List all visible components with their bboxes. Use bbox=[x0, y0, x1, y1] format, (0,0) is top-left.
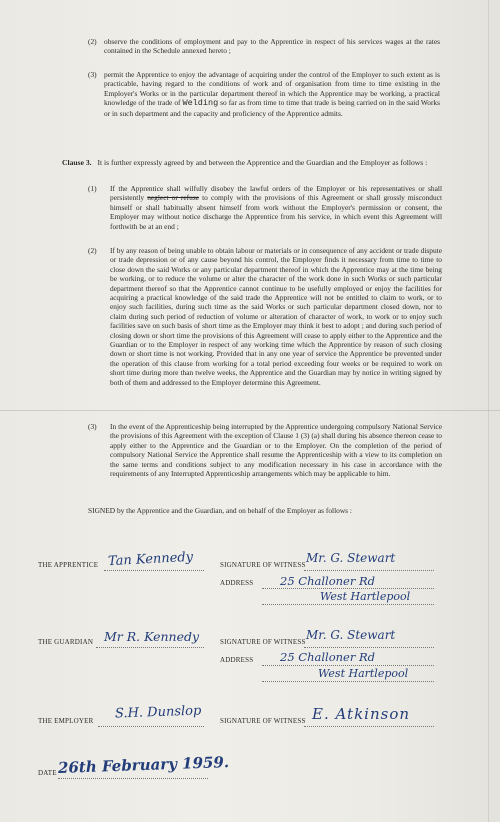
clause-3-3-text: In the event of the Apprenticeship being interrupted by the Apprentice undergoing compulsory National Service the provisions of this Agreement with the exception of Clause 1 (3) (a) shall during his absence thereon cease to apply either to the Apprentice and the Guardian or to the Employer. On the completion of the period of compulsory National Service the Apprentice shall resume the Apprenticeship with a view to its completion on the same terms and conditions subject to any modification necessary in his case in accordance with the requirements of any Interrupted Apprenticeship arrangements which may be applicable to him. bbox=[110, 422, 442, 479]
witness-3-signature: E. Atkinson bbox=[312, 705, 411, 723]
clause-3-1-text-a: If the Apprentice shall wilfully disobey the lawful orders of the Employer or his representatives or shall persistently bbox=[110, 184, 442, 203]
apprentice-sig-line bbox=[104, 570, 204, 571]
address-1-line2: West Hartlepool bbox=[320, 590, 411, 603]
clause-3-heading bbox=[62, 158, 442, 167]
address-2-label: ADDRESS bbox=[220, 656, 254, 664]
address-1-label: ADDRESS bbox=[220, 579, 254, 587]
employer-sig-line bbox=[98, 726, 204, 727]
para-3-text bbox=[104, 70, 440, 118]
guardian-label: THE GUARDIAN bbox=[38, 638, 94, 646]
witness-3-line bbox=[304, 726, 434, 727]
para-3-text-b: so far as from time to time that trade is being carried on in the said Works or in such department and the capacity and proficiency of the Apprentice admits. bbox=[104, 98, 440, 118]
address-2-line bbox=[262, 665, 434, 666]
date-label: DATE bbox=[38, 769, 57, 777]
witness-1-label: SIGNATURE OF WITNESS bbox=[220, 561, 306, 569]
para-3-number: (3) bbox=[88, 70, 97, 79]
witness-3-label: SIGNATURE OF WITNESS bbox=[220, 717, 306, 725]
clause-3-1-text bbox=[110, 184, 442, 231]
clause-3-1-text-b: to comply with the provisions of this Agreement or shall grossly misconduct himself or shall habitually absent himself from work without the Employer's permission or consent, the Employer may without notice discharge the Apprentice from his service, in which event this Agreement will forthwith be at an end ; bbox=[110, 193, 443, 231]
paper-fold bbox=[0, 410, 500, 411]
clause-3-2-number: (2) bbox=[88, 246, 97, 255]
address-1-line1: 25 Challoner Rd bbox=[280, 574, 376, 588]
clause-3-intro: It is further expressly agreed by and between the Apprentice and the Guardian and the Employer as follows : bbox=[97, 158, 428, 167]
address-2-line1: 25 Challoner Rd bbox=[280, 650, 376, 664]
date-value: 26th February 1959. bbox=[57, 753, 230, 777]
trade-value: Welding bbox=[182, 98, 219, 109]
witness-2-label: SIGNATURE OF WITNESS bbox=[220, 638, 306, 646]
guardian-signature: Mr R. Kennedy bbox=[104, 629, 200, 644]
address-2-line-2 bbox=[262, 681, 434, 682]
apprentice-label: THE APPRENTICE bbox=[38, 561, 99, 569]
apprentice-signature: Tan Kennedy bbox=[107, 549, 194, 570]
employer-signature: S.H. Dunslop bbox=[114, 703, 202, 722]
witness-1-line bbox=[304, 570, 434, 571]
address-1-line bbox=[262, 588, 434, 589]
employer-label: THE EMPLOYER bbox=[38, 717, 94, 725]
para-2-number: (2) bbox=[88, 37, 97, 46]
para-2-text: observe the conditions of employment and pay to the Apprentice in respect of his services wages at the rates contained in the Schedule annexed hereto ; bbox=[104, 37, 440, 56]
signed-line: SIGNED by the Apprentice and the Guardian, and on behalf of the Employer as follows : bbox=[88, 506, 352, 515]
clause-3-label: Clause 3. bbox=[62, 158, 92, 167]
witness-2-signature: Mr. G. Stewart bbox=[306, 628, 396, 642]
para-3-text-a: permit the Apprentice to enjoy the advantage of acquiring under the control of the Employer to such extent as is practicable, having regard to the conditions of work and of organisation from time to time existing in the Employer's Works or in the particular department thereof in which the Apprentice may be working, a practical knowledge of the trade of bbox=[104, 70, 440, 108]
clause-3-1-number: (1) bbox=[88, 184, 97, 193]
date-line bbox=[58, 778, 208, 779]
address-2-line2: West Hartlepool bbox=[318, 667, 409, 680]
address-1-line-2 bbox=[262, 604, 434, 605]
paper-crease bbox=[488, 0, 489, 822]
witness-1-signature: Mr. G. Stewart bbox=[306, 551, 396, 565]
clause-3-2-text: If by any reason of being unable to obtain labour or materials or in consequence of any accident or trade dispute or trade depression or of any cause beyond his control, the Employer finds it necessary from time to time to close down the said Works or any particular department thereof in which the Apprentice may at the time being be working, or to reduce the volume or alter the character of the work done in such Works or such particular department thereof so that the Apprentice cannot continue to be usefully employed or enjoy the facilities for acquiring a practical knowledge of the said trade the Apprentice will not be entitled to claim to work, or to enjoy such facilities, during such time as the said Works or such particular department closed down, nor to claim during such period of reduction of volume or alteration of character of work, to work or to enjoy such facilities save on such basis of short time as the Employer may think it best to adopt ; and during such period of closing down or short time the provisions of this Agreement will cease to apply either to the Apprentice and the Guardian or to the Employer in respect of any working time which the Apprentice by reason of such closing down or short time is not working. Provided that in any one year of service the Apprentice be prevented under the operation of this clause from working for a total period exceeding four weeks or be required to work on short time during more than twelve weeks, the Apprentice and the Guardian may by notice in writing signed by both of them and addressed to the Employer determine this Agreement. bbox=[110, 246, 442, 387]
clause-3-3-number: (3) bbox=[88, 422, 97, 431]
struck-text: neglect or refuse bbox=[147, 193, 199, 203]
guardian-sig-line bbox=[96, 647, 204, 648]
witness-2-line bbox=[304, 647, 434, 648]
